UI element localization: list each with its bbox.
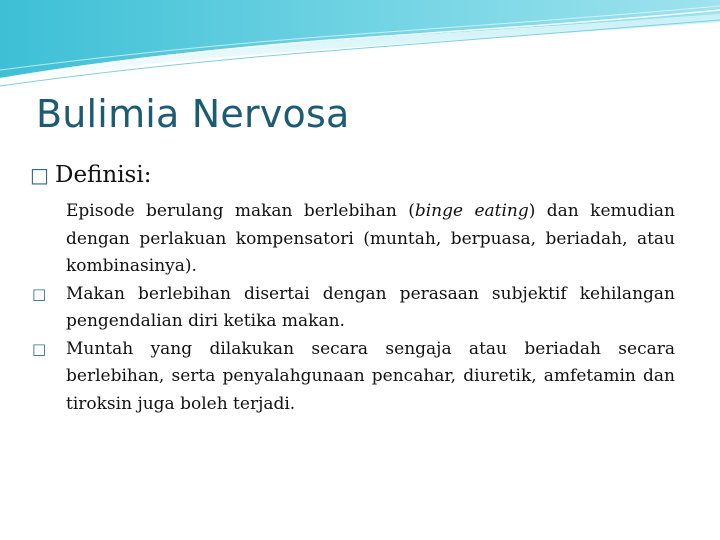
heading-text: Definisi:: [55, 162, 152, 188]
list-item: [30, 336, 675, 419]
header-wave-band: [0, 0, 720, 90]
definition-heading: [30, 158, 675, 192]
square-bullet-icon: □: [32, 339, 47, 358]
list-item-text: Makan berlebihan disertai dengan perasaan subjektif kehilangan pengendalian diri ketika makan.: [66, 283, 675, 331]
slide-content: [30, 158, 675, 418]
definition-text: [30, 198, 675, 281]
definition-text-after: ) dan kemudian dengan perlakuan kompensatori (muntah, berpuasa, beriadah, atau kombinasinya).: [66, 201, 675, 276]
definition-text-italic: binge eating: [414, 201, 529, 221]
square-bullet-icon: □: [32, 284, 47, 303]
list-item-text: Muntah yang dilakukan secara sengaja atau beriadah secara berlebihan, serta penyalahgunaan pencahar, diuretik, amfetamin dan tiroksin juga boleh terjadi.: [66, 338, 675, 414]
slide-title: Bulimia Nervosa: [36, 92, 350, 136]
list-item: [30, 281, 675, 336]
square-bullet-icon: □: [30, 163, 49, 187]
definition-text-before: Episode berulang makan berlebihan (: [66, 201, 415, 221]
